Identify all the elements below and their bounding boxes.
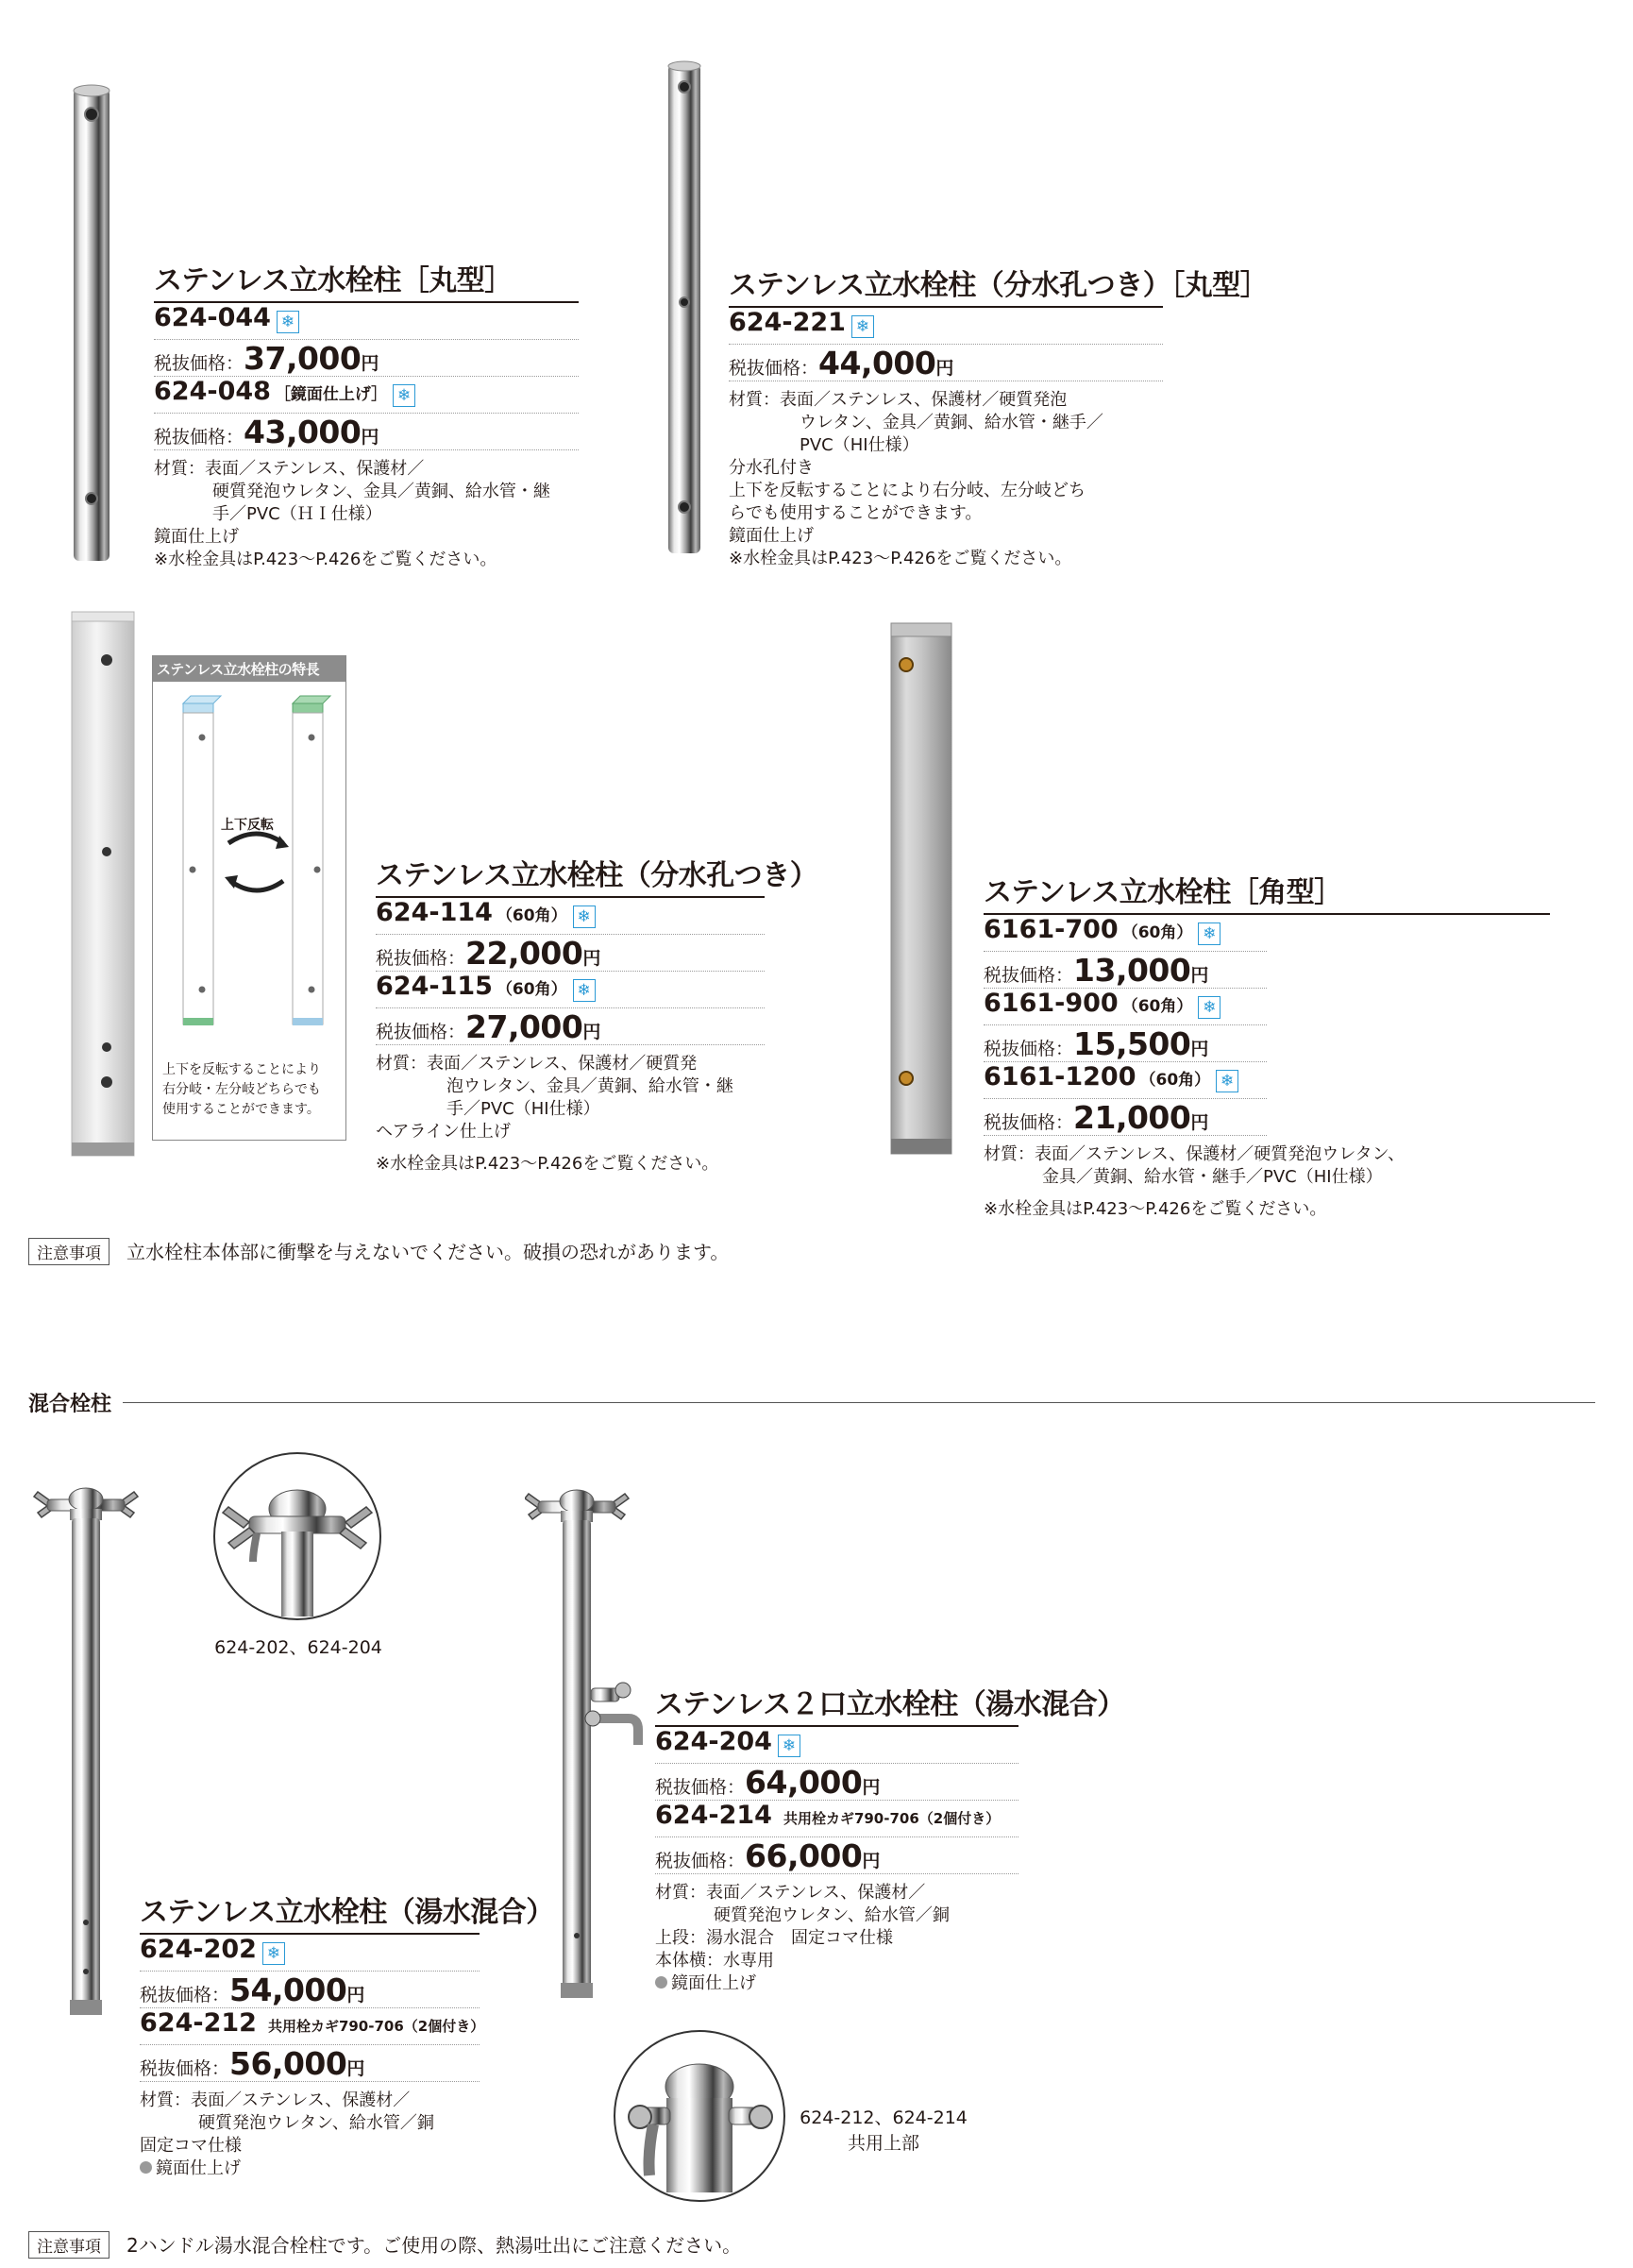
yen: 円 — [361, 427, 379, 448]
price-label: 税抜価格： — [376, 1022, 466, 1042]
product-code: 624-114 — [376, 898, 493, 927]
code-row — [655, 1801, 1019, 1837]
product-notes — [376, 1053, 765, 1176]
product-image-6161 — [885, 619, 957, 1161]
yen: 円 — [346, 1985, 365, 2006]
price-row — [984, 1025, 1267, 1062]
product-code: 624-214 — [655, 1801, 772, 1830]
yen: 円 — [1190, 1112, 1209, 1133]
caption-line: 共用上部 — [847, 2133, 919, 2154]
product-title: ステンレス立水栓柱（分水孔つき） — [376, 852, 765, 898]
note-line: 材質：表面／ステンレス、保護材／硬質発 — [376, 1054, 698, 1074]
price: 21,000 — [1073, 1099, 1191, 1136]
note-line: 手／PVC（HI仕様） — [446, 1099, 600, 1119]
yen: 円 — [346, 2058, 365, 2079]
code-note: 共用栓カギ790-706（2個付き） — [267, 2018, 485, 2035]
price-label: 税抜価格： — [140, 1985, 230, 2006]
closeup-image-top — [211, 1450, 383, 1622]
product-code: 6161-1200 — [984, 1062, 1136, 1092]
note-line: ※水栓金具はP.423〜P.426をご覧ください。 — [984, 1199, 1327, 1219]
product-code: 624-048 — [154, 377, 271, 406]
code-row — [140, 2008, 485, 2045]
price-label: 税抜価格： — [729, 358, 819, 379]
product-title: ステンレス立水栓柱（湯水混合） — [140, 1888, 480, 1935]
price: 66,000 — [745, 1837, 863, 1874]
price-row — [376, 935, 765, 972]
note-line: ※水栓金具はP.423〜P.426をご覧ください。 — [154, 550, 497, 569]
product-notes — [140, 2090, 480, 2180]
code-row — [655, 1727, 1019, 1764]
product-image-624-221 — [663, 59, 706, 559]
code-note: （60角） — [1121, 923, 1193, 942]
price-row — [984, 952, 1267, 989]
product-image-624-202 — [28, 1481, 142, 2028]
feature-text-line: 使用することができます。 — [162, 1102, 320, 1117]
price-row — [984, 1099, 1267, 1136]
price: 15,500 — [1073, 1025, 1191, 1062]
product-notes — [154, 458, 579, 571]
price-row — [140, 1972, 480, 2008]
product-code: 624-221 — [729, 308, 846, 337]
closeup-image-shared — [612, 2028, 787, 2204]
code-row — [729, 308, 1163, 345]
code-note: （60角） — [1121, 997, 1193, 1016]
price-label: 税抜価格： — [154, 427, 244, 448]
price: 56,000 — [229, 2045, 347, 2082]
note-line: 材質：表面／ステンレス、保護材／硬質発泡ウレタン、 — [984, 1144, 1406, 1164]
flip-label: 上下反転 — [221, 818, 274, 833]
note-line: 材質：表面／ステンレス、保護材／硬質発泡 — [729, 390, 1068, 410]
product-title: ステンレス立水栓柱［丸型］ — [154, 257, 579, 303]
snow-icon: ❄ — [1198, 922, 1221, 945]
note-line: ウレタン、金具／黄銅、給水管・継手／ — [800, 413, 1103, 432]
note-line: 金具／黄銅、給水管・継手／PVC（HI仕様） — [1042, 1167, 1383, 1187]
yen: 円 — [862, 1851, 881, 1871]
yen: 円 — [582, 1022, 601, 1042]
code-note: （60角） — [496, 980, 567, 999]
price: 27,000 — [465, 1008, 583, 1045]
note-line: ※水栓金具はP.423〜P.426をご覧ください。 — [376, 1154, 719, 1174]
snow-icon: ❄ — [573, 979, 596, 1002]
note-line: 鏡面仕上げ — [154, 527, 239, 547]
feature-box-title: ステンレス立水栓柱の特長 — [153, 656, 345, 682]
code-row — [154, 303, 579, 340]
price-label: 税抜価格： — [984, 1039, 1074, 1059]
price-label: 税抜価格： — [140, 2058, 230, 2079]
notice-label: 注意事項 — [28, 2231, 109, 2259]
product-624-202 — [140, 1888, 554, 2180]
yen: 円 — [1190, 965, 1209, 986]
note-line: 材質：表面／ステンレス、保護材／ — [154, 459, 425, 479]
price-row — [655, 1837, 1019, 1874]
product-title: ステンレス立水栓柱［角型］ — [984, 869, 1550, 915]
code-row — [154, 377, 579, 414]
price-label: 税抜価格： — [154, 353, 244, 374]
yen: 円 — [582, 948, 601, 969]
product-6161 — [984, 869, 1550, 1221]
note-line: 上段：湯水混合 固定コマ仕様 — [655, 1928, 893, 1948]
note-line: 材質：表面／ステンレス、保護材／ — [140, 2090, 411, 2110]
price-label: 税抜価格： — [655, 1777, 746, 1798]
code-note: 共用栓カギ790-706（2個付き） — [783, 1810, 1001, 1827]
notice-text: 立水栓柱本体部に衝撃を与えないでください。破損の恐れがあります。 — [126, 1241, 730, 1263]
snow-icon: ❄ — [573, 906, 596, 928]
product-title: ステンレス２口立水栓柱（湯水混合） — [655, 1681, 1019, 1727]
product-notes — [655, 1882, 1019, 1995]
note-line: 分水孔付き — [729, 458, 814, 478]
snow-icon: ❄ — [262, 1942, 285, 1965]
price: 44,000 — [818, 345, 936, 381]
note-line: 上下を反転することにより右分岐、左分岐どち — [729, 481, 1086, 500]
note-line: ヘアライン仕上げ — [376, 1122, 511, 1142]
flip-diagram — [162, 692, 336, 1051]
code-row — [376, 972, 765, 1008]
note-line: らでも使用することができます。 — [729, 503, 983, 523]
product-624-221 — [729, 262, 1269, 570]
feature-text-line: 右分岐・左分岐どちらでも — [162, 1082, 321, 1097]
note-line: 硬質発泡ウレタン、給水管／銅 — [714, 1905, 950, 1925]
notice-1 — [28, 1237, 729, 1265]
price-label: 税抜価格： — [376, 948, 466, 969]
product-code: 624-202 — [140, 1935, 257, 1964]
feature-box — [152, 655, 346, 1141]
note-line: 泡ウレタン、金具／黄銅、給水管・継 — [446, 1076, 733, 1096]
note-line: 固定コマ仕様 — [140, 2136, 242, 2156]
snow-icon: ❄ — [393, 384, 415, 407]
code-row — [376, 898, 765, 935]
note-line: 手／PVC（ＨＩ仕様） — [212, 504, 382, 524]
price-label: 税抜価格： — [655, 1851, 746, 1871]
price: 43,000 — [244, 414, 362, 450]
product-code: 624-044 — [154, 303, 271, 332]
section-rule — [123, 1402, 1595, 1403]
price-row — [729, 345, 1163, 381]
snow-icon: ❄ — [778, 1735, 800, 1757]
product-image-624-044 — [68, 83, 115, 565]
code-note: ［鏡面仕上げ］ — [274, 385, 388, 404]
price: 22,000 — [465, 935, 583, 972]
notice-text: 2ハンドル湯水混合栓柱です。ご使用の際、熱湯吐出にご注意ください。 — [126, 2234, 742, 2257]
product-notes — [729, 389, 1163, 570]
price-row — [140, 2045, 480, 2082]
price-label: 税抜価格： — [984, 965, 1074, 986]
product-code: 6161-900 — [984, 989, 1119, 1018]
product-code: 6161-700 — [984, 915, 1119, 944]
code-note: （60角） — [496, 906, 567, 925]
price-row — [154, 414, 579, 450]
note-line: 硬質発泡ウレタン、給水管／銅 — [198, 2113, 434, 2133]
feature-box-text — [162, 1060, 321, 1120]
code-row — [140, 1935, 480, 1972]
section-title: 混合栓柱 — [28, 1393, 112, 1416]
notice-2 — [28, 2230, 741, 2259]
note-line: 硬質発泡ウレタン、金具／黄銅、給水管・継 — [212, 482, 550, 501]
price-row — [376, 1008, 765, 1045]
price-row — [655, 1764, 1019, 1801]
product-code: 624-115 — [376, 972, 493, 1001]
note-line: 本体横：水専用 — [655, 1951, 774, 1971]
product-title: ステンレス立水栓柱（分水孔つき）［丸型］ — [729, 262, 1163, 308]
yen: 円 — [935, 358, 954, 379]
snow-icon: ❄ — [277, 311, 299, 333]
section-header — [28, 1388, 1595, 1417]
price: 64,000 — [745, 1764, 863, 1801]
product-image-624-114 — [66, 608, 142, 1161]
note-line: PVC（HI仕様） — [800, 435, 919, 455]
yen: 円 — [1190, 1039, 1209, 1059]
note-line: ※水栓金具はP.423〜P.426をご覧ください。 — [729, 549, 1072, 568]
yen: 円 — [862, 1777, 881, 1798]
note-line: 鏡面仕上げ — [140, 2158, 480, 2180]
product-624-044 — [154, 257, 579, 571]
notice-label: 注意事項 — [28, 1238, 109, 1265]
price-label: 税抜価格： — [984, 1112, 1074, 1133]
snow-icon: ❄ — [1198, 996, 1221, 1019]
product-notes — [984, 1143, 1550, 1221]
note-line: 鏡面仕上げ — [729, 526, 814, 546]
product-624-114 — [376, 852, 818, 1176]
snow-icon: ❄ — [851, 315, 874, 338]
product-image-624-204 — [525, 1482, 648, 2030]
code-note: （60角） — [1139, 1071, 1211, 1090]
price: 37,000 — [244, 340, 362, 377]
code-row — [984, 915, 1267, 952]
price: 13,000 — [1073, 952, 1191, 989]
closeup-caption-top: 624-202、624-204 — [214, 1637, 382, 1658]
note-line: 鏡面仕上げ — [655, 1972, 1019, 1995]
closeup-caption-shared — [789, 2104, 978, 2155]
product-624-204 — [655, 1681, 1125, 1995]
price-row — [154, 340, 579, 377]
price: 54,000 — [229, 1972, 347, 2008]
yen: 円 — [361, 353, 379, 374]
code-row — [984, 989, 1267, 1025]
product-code: 624-212 — [140, 2008, 257, 2038]
code-row — [984, 1062, 1267, 1099]
note-line: 材質：表面／ステンレス、保護材／ — [655, 1883, 926, 1903]
feature-text-line: 上下を反転することにより — [162, 1062, 321, 1077]
product-code: 624-204 — [655, 1727, 772, 1756]
snow-icon: ❄ — [1216, 1070, 1238, 1092]
caption-line: 624-212、624-214 — [800, 2107, 968, 2128]
